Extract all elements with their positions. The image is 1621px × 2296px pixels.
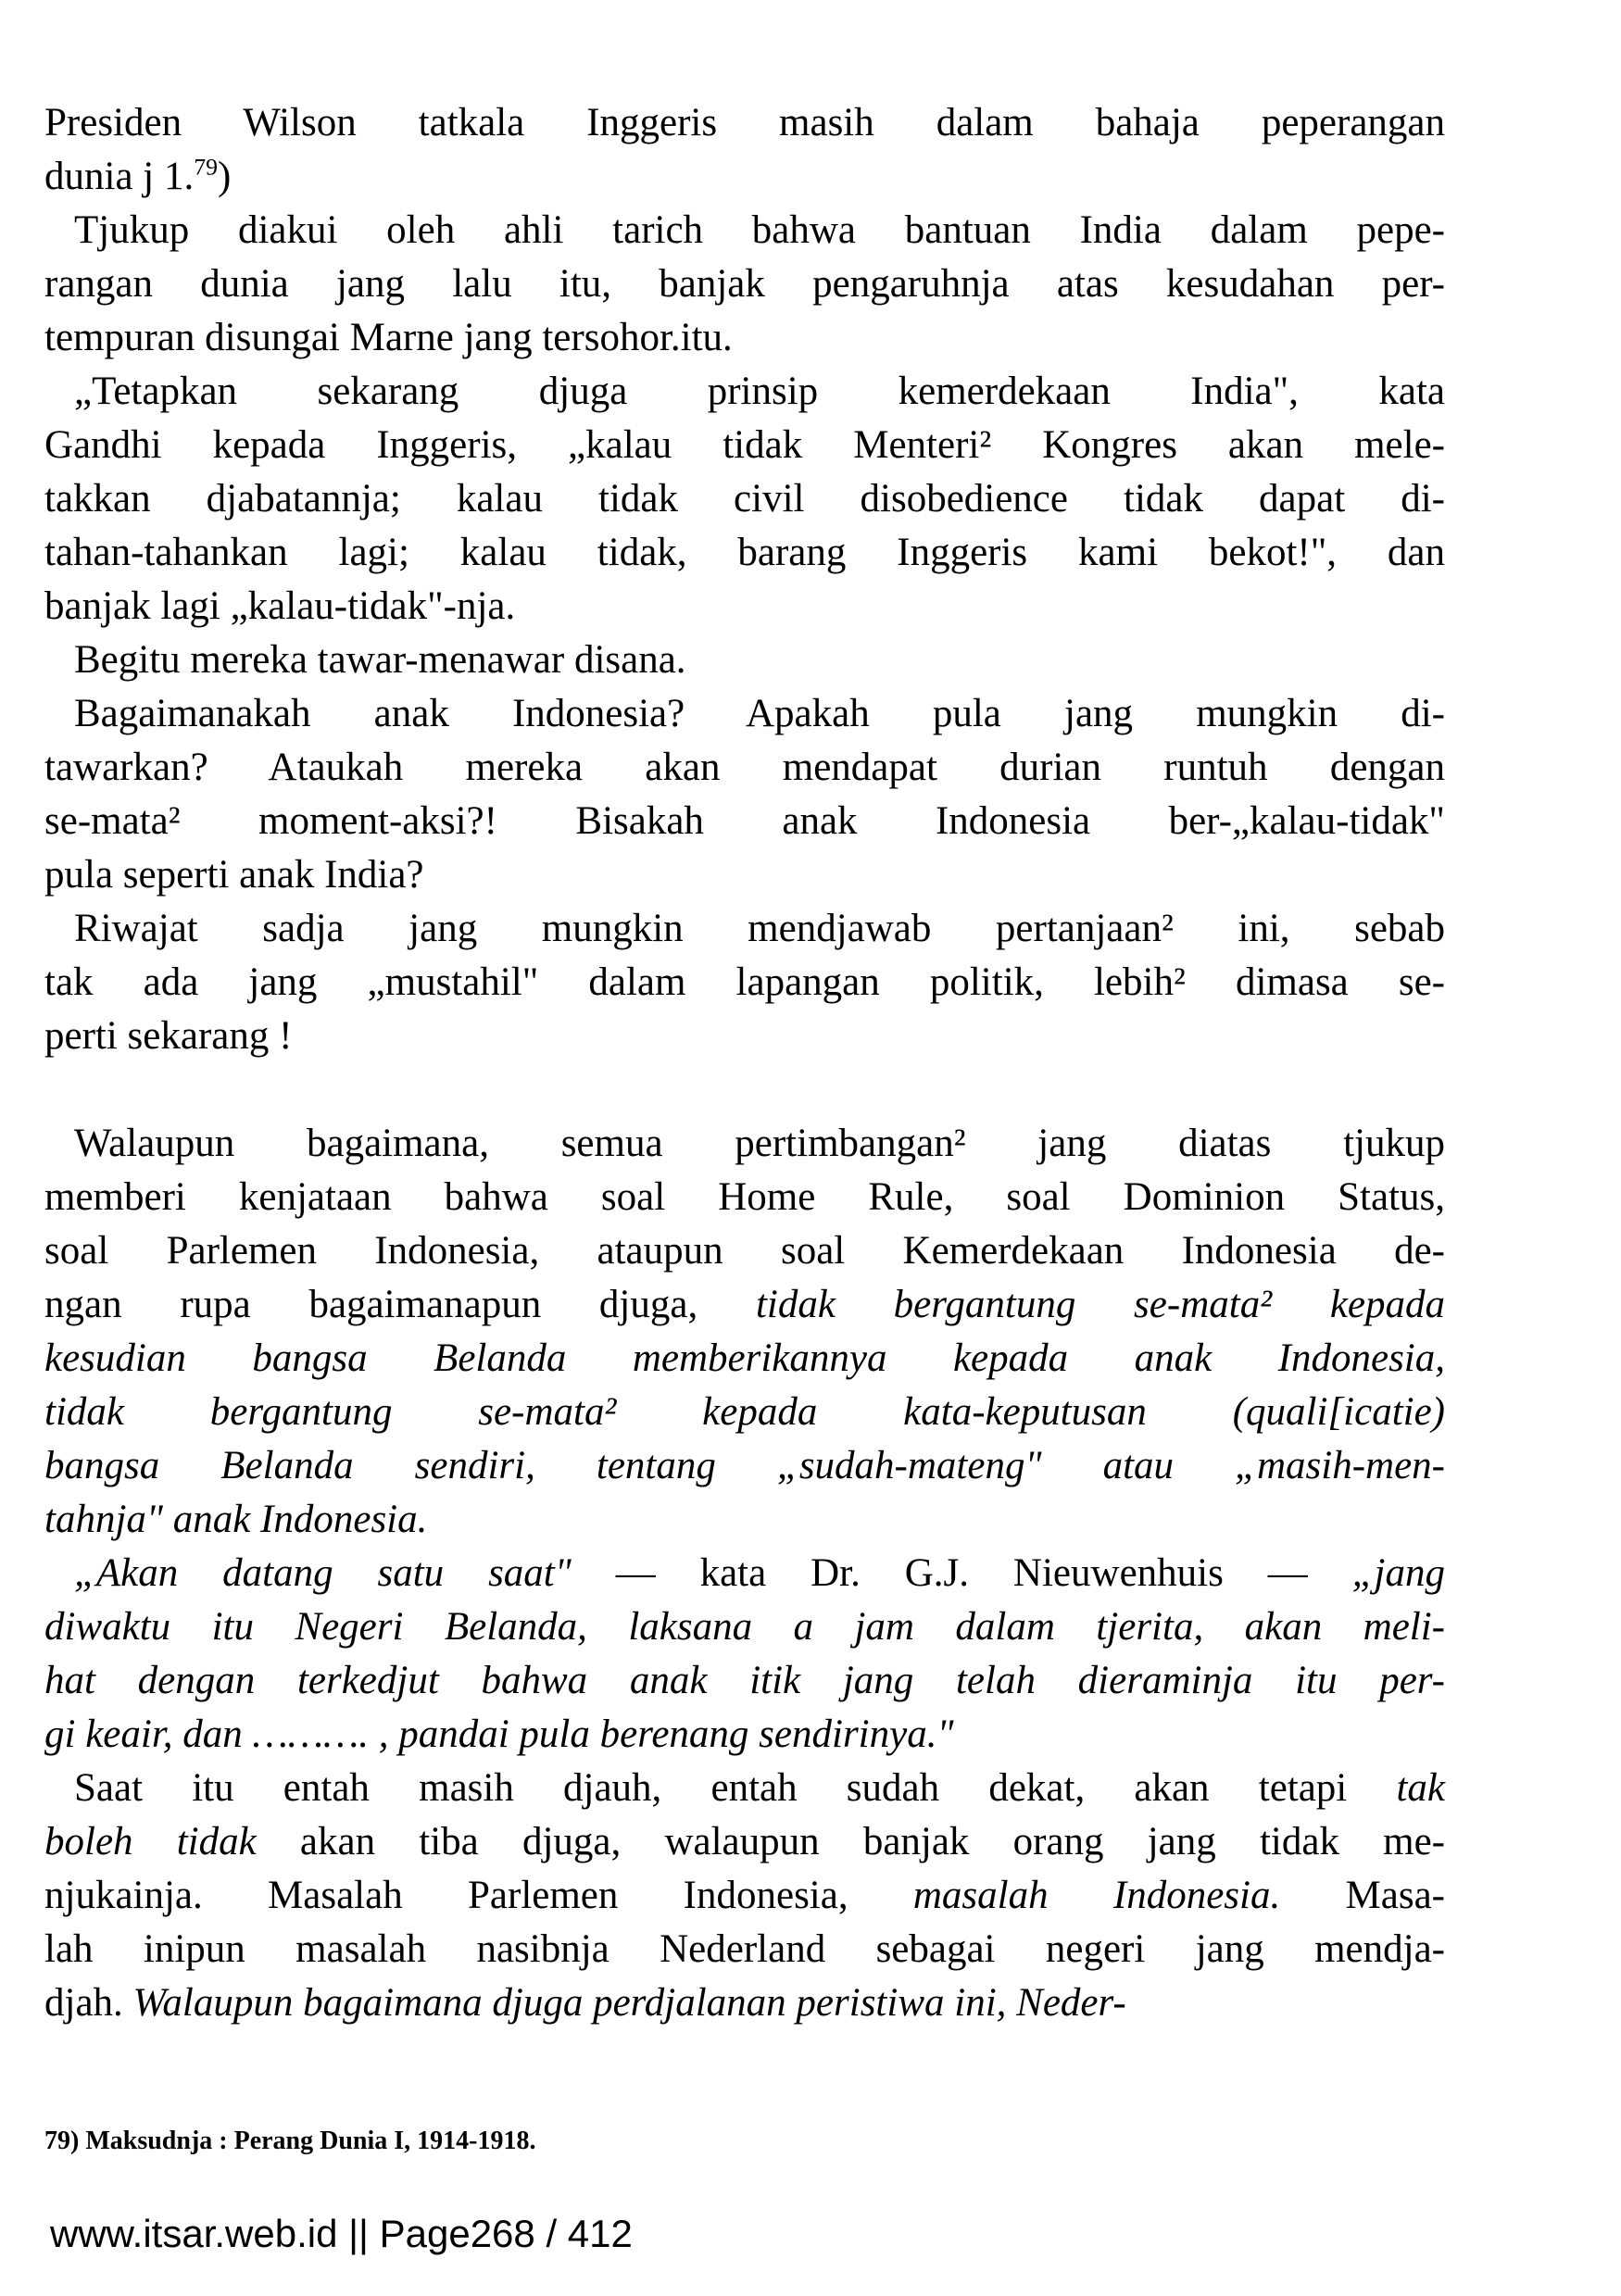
paragraph [44,687,1445,902]
text-line [44,472,1445,526]
text-segment: Bagaimanakah anak Indonesia? Apakah pula jang mungkin di- [74,692,1445,735]
paragraph [44,96,1445,204]
text-segment: soal Parlemen Indonesia, ataupun soal Kemerdekaan Indonesia de- [44,1229,1445,1273]
footnote: 79) Maksudnja : Perang Dunia I, 1914-1918. [44,2127,536,2155]
text-line [44,956,1445,1010]
text-line [44,1869,1445,1923]
text-segment: tahan-tahankan lagi; kalau tidak, barang Inggeris kami bekot!", dan [44,531,1445,574]
text-segment: Walaupun bagaimana djuga perdjalanan peristiwa ini, Neder- [132,1981,1126,2025]
text-segment: njukainja. Masalah Parlemen Indonesia, [44,1874,913,1917]
text-segment: Gandhi kepada Inggeris, „kalau tidak Menteri² Kongres akan mele- [44,423,1445,467]
text-segment: 79 [194,153,219,181]
text-segment: „Tetapkan sekarang djuga prinsip kemerdekaan India", kata [74,370,1445,413]
text-segment: boleh tidak [44,1820,257,1863]
text-segment: takkan djabatannja; kalau tidak civil disobedience tidak dapat di- [44,477,1445,521]
text-line [44,1547,1445,1600]
text-segment: dunia j 1. [44,155,195,198]
text-line [44,257,1445,311]
text-line [44,848,1445,902]
text-segment: tawarkan? Ataukah mereka akan mendapat durian runtuh dengan [44,746,1445,789]
text-segment: „Akan datang satu saat" [74,1551,572,1595]
text-segment: Tjukup diakui oleh ahli tarich bahwa bantuan India dalam pepe- [74,208,1445,252]
text-line [44,902,1445,956]
text-line [44,1923,1445,1976]
text-line [44,204,1445,257]
text-line [44,1493,1445,1547]
text-segment: Begitu mereka tawar-menawar disana. [74,638,686,682]
text-line [44,365,1445,419]
text-segment: diwaktu itu Negeri Belanda, laksana a jam dalam tjerita, akan meli- [44,1605,1445,1649]
page-body-text [44,96,1445,2030]
text-line [44,1224,1445,1278]
text-segment: tidak bergantung se-mata² kepada [755,1283,1445,1326]
paragraph [44,204,1445,365]
text-line [44,419,1445,472]
text-segment: Saat itu entah masih djauh, entah sudah dekat, akan tetapi [74,1766,1397,1810]
text-line [44,96,1445,150]
text-segment: se-mata² moment-aksi?! Bisakah anak Indonesia ber-„kalau-tidak" [44,799,1445,843]
text-line [44,1439,1445,1493]
text-segment: bangsa Belanda sendiri, tentang „sudah-mateng" atau „masih-men- [44,1444,1445,1487]
text-segment: kesudian bangsa Belanda memberikannya kepada anak Indonesia, [44,1336,1445,1380]
text-line [44,1010,1445,1063]
paragraph [44,1117,1445,1547]
text-segment: Presiden Wilson tatkala Inggeris masih dalam bahaja peperangan [44,101,1445,144]
page-footer-watermark: www.itsar.web.id || Page268 / 412 [50,2212,633,2255]
text-line [44,687,1445,741]
text-line [44,1976,1445,2030]
text-segment: memberi kenjataan bahwa soal Home Rule, soal Dominion Status, [44,1175,1445,1219]
text-segment: pula seperti anak India? [44,853,424,897]
text-segment: tak ada jang „mustahil" dalam lapangan politik, lebih² dimasa se- [44,960,1445,1004]
text-line [44,1654,1445,1708]
paragraph [44,365,1445,634]
text-segment: Masa- [1280,1874,1445,1917]
text-line [44,150,1445,204]
text-line [44,634,1445,687]
text-segment: tidak bergantung se-mata² kepada kata-keputusan (quali[icatie) [44,1390,1445,1434]
text-line [44,311,1445,365]
text-segment: tak [1396,1766,1445,1810]
text-segment: — kata Dr. G.J. Nieuwenhuis — [571,1551,1352,1595]
text-segment: ) [218,155,232,198]
text-segment: masalah Indonesia. [912,1874,1281,1917]
text-line [44,1332,1445,1386]
text-line [44,1815,1445,1869]
text-line [44,526,1445,580]
text-segment: banjak lagi „kalau-tidak"-nja. [44,584,516,628]
text-segment: djah. [44,1981,133,2025]
text-line [44,1600,1445,1654]
text-segment: rangan dunia jang lalu itu, banjak pengaruhnja atas kesudahan per- [44,262,1445,306]
text-line [44,1278,1445,1332]
text-line [44,580,1445,634]
paragraph [44,902,1445,1063]
text-line [44,1386,1445,1439]
text-segment: Riwajat sadja jang mungkin mendjawab pertanjaan² ini, sebab [74,907,1445,950]
text-segment: gi keair, dan ………. , pandai pula berenang sendirinya." [44,1713,954,1756]
paragraph [44,1547,1445,1762]
text-segment: „jang [1351,1551,1445,1595]
text-segment: tahnja" anak Indonesia. [44,1498,428,1541]
text-line [44,741,1445,795]
text-segment: lah inipun masalah nasibnja Nederland sebagai negeri jang mendja- [44,1927,1445,1971]
paragraph [44,1762,1445,2030]
text-segment: ngan rupa bagaimanapun djuga, [44,1283,756,1326]
text-segment: hat dengan terkedjut bahwa anak itik jang telah dieraminja itu per- [44,1659,1445,1702]
paragraph [44,634,1445,687]
text-segment: perti sekarang ! [44,1014,293,1058]
text-line [44,1117,1445,1171]
text-segment: Walaupun bagaimana, semua pertimbangan² jang diatas tjukup [74,1122,1445,1165]
text-line [44,1171,1445,1224]
text-segment: akan tiba djuga, walaupun banjak orang jang tidak me- [256,1820,1445,1863]
text-segment: tempuran disungai Marne jang tersohor.itu. [44,316,733,359]
text-line [44,1762,1445,1815]
text-line [44,795,1445,848]
text-line [44,1708,1445,1762]
